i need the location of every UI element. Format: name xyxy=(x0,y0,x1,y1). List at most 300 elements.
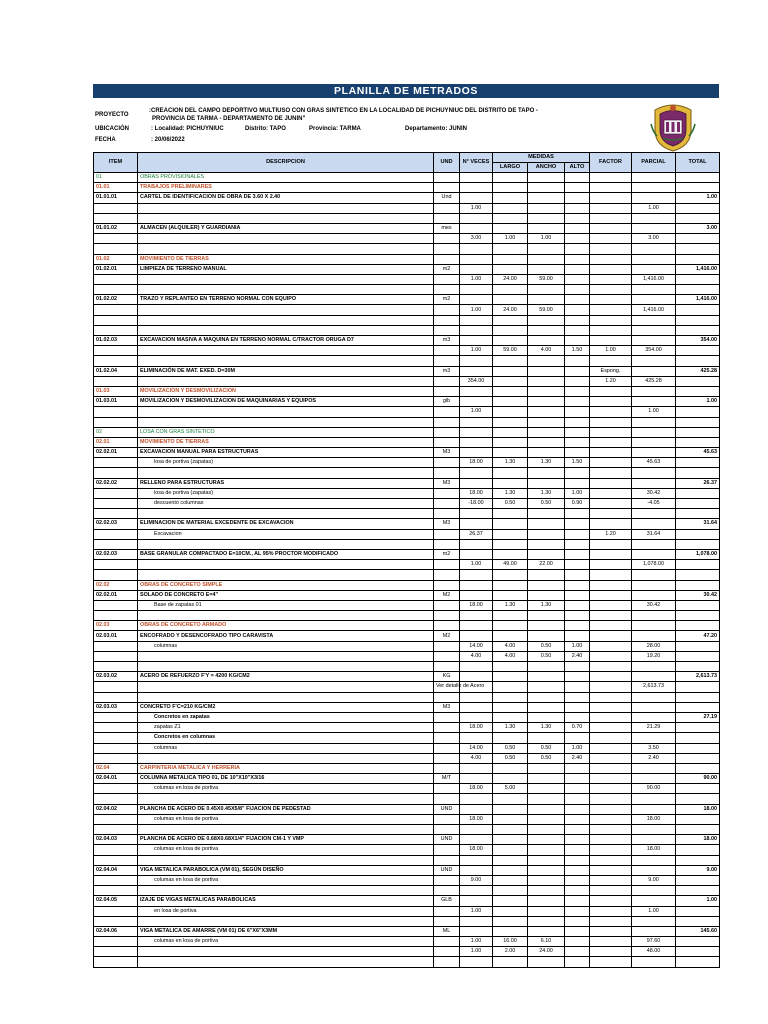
cell-factor xyxy=(590,539,632,549)
cell-ancho xyxy=(528,173,565,183)
cell-factor xyxy=(590,835,632,845)
cell-und: M2 xyxy=(434,631,460,641)
cell-desc xyxy=(138,825,434,835)
cell-desc xyxy=(138,244,434,254)
cell-und: m3 xyxy=(434,366,460,376)
cell-desc xyxy=(138,753,434,763)
table-row xyxy=(94,865,720,875)
cell-factor xyxy=(590,743,632,753)
cell-total xyxy=(676,570,720,580)
cell-alto xyxy=(565,183,590,193)
cell-ancho xyxy=(528,692,565,702)
cell-alto xyxy=(565,906,590,916)
cell-desc: BASE GRANULAR COMPACTADO E=10CM., AL 95% PROCTOR MODIFICADO xyxy=(138,549,434,559)
cell-factor: 1.20 xyxy=(590,529,632,539)
cell-largo xyxy=(493,611,528,621)
cell-nveces xyxy=(460,539,493,549)
cell-desc xyxy=(138,325,434,335)
cell-und xyxy=(434,875,460,885)
cell-total xyxy=(676,417,720,427)
cell-nveces xyxy=(460,763,493,773)
cell-factor xyxy=(590,213,632,223)
table-body xyxy=(94,173,720,968)
cell-largo xyxy=(493,478,528,488)
cell-alto xyxy=(565,916,590,926)
cell-factor xyxy=(590,916,632,926)
cell-largo xyxy=(493,386,528,396)
table-row xyxy=(94,937,720,947)
cell-largo: 1.00 xyxy=(493,234,528,244)
cell-factor xyxy=(590,234,632,244)
cell-und xyxy=(434,234,460,244)
cell-largo xyxy=(493,427,528,437)
col-total: TOTAL xyxy=(676,153,720,173)
cell-ancho xyxy=(528,794,565,804)
cell-total xyxy=(676,468,720,478)
cell-alto xyxy=(565,234,590,244)
cell-nveces: 1.00 xyxy=(460,560,493,570)
cell-total: 1,416.00 xyxy=(676,264,720,274)
cell-alto xyxy=(565,366,590,376)
cell-parcial: 9.00 xyxy=(632,875,676,885)
cell-factor xyxy=(590,468,632,478)
cell-factor xyxy=(590,285,632,295)
cell-nveces: 1.00 xyxy=(460,203,493,213)
cell-nveces xyxy=(460,356,493,366)
cell-factor xyxy=(590,692,632,702)
cell-item xyxy=(94,937,138,947)
cell-alto xyxy=(565,947,590,957)
cell-ancho: 59.00 xyxy=(528,274,565,284)
cell-largo xyxy=(493,285,528,295)
cell-parcial xyxy=(632,549,676,559)
cell-item xyxy=(94,529,138,539)
cell-und xyxy=(434,794,460,804)
cell-und xyxy=(434,254,460,264)
cell-total xyxy=(676,682,720,692)
cell-ancho xyxy=(528,621,565,631)
cell-total xyxy=(676,763,720,773)
cell-und xyxy=(434,886,460,896)
cell-alto: 0.90 xyxy=(565,499,590,509)
cell-largo: 4.00 xyxy=(493,641,528,651)
cell-und xyxy=(434,957,460,967)
cell-ancho xyxy=(528,906,565,916)
table-row xyxy=(94,570,720,580)
cell-ancho xyxy=(528,366,565,376)
table-row xyxy=(94,774,720,784)
cell-parcial xyxy=(632,662,676,672)
cell-und xyxy=(434,947,460,957)
cell-parcial xyxy=(632,774,676,784)
cell-largo xyxy=(493,662,528,672)
table-row xyxy=(94,285,720,295)
col-medidas: MEDIDAS xyxy=(493,153,590,163)
cell-ancho xyxy=(528,529,565,539)
cell-alto xyxy=(565,356,590,366)
cell-parcial xyxy=(632,763,676,773)
cell-total xyxy=(676,539,720,549)
cell-largo xyxy=(493,906,528,916)
cell-largo: 0.50 xyxy=(493,743,528,753)
cell-largo xyxy=(493,509,528,519)
table-row xyxy=(94,712,720,722)
cell-factor xyxy=(590,325,632,335)
col-und: UND xyxy=(434,153,460,173)
table-row xyxy=(94,845,720,855)
provincia: Provincia: TARMA xyxy=(309,126,361,132)
cell-factor xyxy=(590,305,632,315)
cell-factor: Espong. xyxy=(590,366,632,376)
cell-largo xyxy=(493,926,528,936)
cell-largo: 59.00 xyxy=(493,346,528,356)
cell-total xyxy=(676,692,720,702)
cell-parcial xyxy=(632,173,676,183)
cell-ancho xyxy=(528,376,565,386)
cell-ancho: 0.50 xyxy=(528,499,565,509)
cell-und xyxy=(434,325,460,335)
table-row xyxy=(94,580,720,590)
cell-factor xyxy=(590,906,632,916)
cell-largo xyxy=(493,254,528,264)
cell-nveces xyxy=(460,590,493,600)
cell-item xyxy=(94,458,138,468)
cell-nveces xyxy=(460,916,493,926)
cell-factor xyxy=(590,774,632,784)
cell-item xyxy=(94,611,138,621)
cell-ancho xyxy=(528,845,565,855)
cell-total xyxy=(676,244,720,254)
table-row xyxy=(94,173,720,183)
cell-item xyxy=(94,947,138,957)
cell-ancho xyxy=(528,539,565,549)
table-row xyxy=(94,448,720,458)
cell-parcial: -4.05 xyxy=(632,499,676,509)
cell-total xyxy=(676,356,720,366)
cell-desc: CARPINTERIA METALICA Y HERRERIA xyxy=(138,763,434,773)
cell-alto xyxy=(565,875,590,885)
cell-total xyxy=(676,285,720,295)
cell-nveces: 18.00 xyxy=(460,845,493,855)
cell-ancho xyxy=(528,397,565,407)
cell-ancho xyxy=(528,590,565,600)
cell-factor xyxy=(590,407,632,417)
cell-total xyxy=(676,825,720,835)
cell-largo xyxy=(493,590,528,600)
cell-total: 27.19 xyxy=(676,712,720,722)
cell-nveces: 1.00 xyxy=(460,937,493,947)
cell-largo xyxy=(493,549,528,559)
cell-largo xyxy=(493,539,528,549)
cell-item: 01 xyxy=(94,173,138,183)
table-row xyxy=(94,784,720,794)
cell-item: 02.02.03 xyxy=(94,549,138,559)
cell-total xyxy=(676,376,720,386)
table-row xyxy=(94,407,720,417)
cell-alto xyxy=(565,274,590,284)
cell-total: 145.60 xyxy=(676,926,720,936)
cell-und xyxy=(434,274,460,284)
cell-und xyxy=(434,611,460,621)
cell-ancho xyxy=(528,570,565,580)
cell-nveces xyxy=(460,886,493,896)
cell-nveces xyxy=(460,621,493,631)
cell-parcial: 30.42 xyxy=(632,488,676,498)
cell-largo xyxy=(493,916,528,926)
cell-desc: EXCAVACION MASIVA A MAQUINA EN TERRENO NORMAL C/TRACTOR ORUGA D7 xyxy=(138,336,434,346)
cell-ancho xyxy=(528,244,565,254)
cell-ancho: 59.00 xyxy=(528,305,565,315)
cell-desc: Concretos en columnas xyxy=(138,733,434,743)
cell-nveces xyxy=(460,702,493,712)
cell-largo xyxy=(493,244,528,254)
table-row xyxy=(94,631,720,641)
cell-total xyxy=(676,315,720,325)
cell-und xyxy=(434,937,460,947)
table-row xyxy=(94,468,720,478)
cell-total xyxy=(676,947,720,957)
cell-parcial: 31.64 xyxy=(632,529,676,539)
cell-parcial: 97.60 xyxy=(632,937,676,947)
cell-total: 18.00 xyxy=(676,835,720,845)
cell-largo xyxy=(493,804,528,814)
cell-desc: OBRAS DE CONCRETO ARMADO xyxy=(138,621,434,631)
cell-largo xyxy=(493,193,528,203)
cell-total xyxy=(676,886,720,896)
table-row xyxy=(94,560,720,570)
cell-total: 45.63 xyxy=(676,448,720,458)
sheet-title: PLANILLA DE METRADOS xyxy=(93,84,719,98)
cell-factor xyxy=(590,590,632,600)
cell-factor xyxy=(590,763,632,773)
cell-alto xyxy=(565,926,590,936)
cell-parcial: 30.42 xyxy=(632,600,676,610)
cell-largo xyxy=(493,223,528,233)
cell-item xyxy=(94,733,138,743)
cell-largo: 1.30 xyxy=(493,458,528,468)
cell-largo xyxy=(493,794,528,804)
cell-und xyxy=(434,641,460,651)
cell-nveces xyxy=(460,397,493,407)
cell-parcial xyxy=(632,611,676,621)
cell-total xyxy=(676,183,720,193)
cell-und: m2 xyxy=(434,295,460,305)
cell-item: 02.02.01 xyxy=(94,448,138,458)
col-factor: FACTOR xyxy=(590,153,632,173)
cell-ancho xyxy=(528,926,565,936)
cell-alto xyxy=(565,580,590,590)
cell-factor xyxy=(590,488,632,498)
cell-und xyxy=(434,855,460,865)
cell-desc: columas en losa de portiva xyxy=(138,784,434,794)
cell-parcial: 18.00 xyxy=(632,814,676,824)
cell-und xyxy=(434,570,460,580)
cell-total: 18.00 xyxy=(676,804,720,814)
cell-alto xyxy=(565,336,590,346)
cell-und: m3 xyxy=(434,336,460,346)
table-row xyxy=(94,244,720,254)
cell-ancho xyxy=(528,356,565,366)
cell-nveces xyxy=(460,417,493,427)
cell-factor xyxy=(590,274,632,284)
municipal-shield-logo xyxy=(649,102,697,152)
cell-desc xyxy=(138,407,434,417)
cell-factor xyxy=(590,254,632,264)
cell-desc: ELIMINACIÓN DE MAT. EXED. D=30M xyxy=(138,366,434,376)
cell-nveces xyxy=(460,315,493,325)
cell-parcial xyxy=(632,325,676,335)
cell-total xyxy=(676,937,720,947)
cell-ancho xyxy=(528,417,565,427)
cell-und xyxy=(434,662,460,672)
cell-ancho xyxy=(528,875,565,885)
cell-nveces xyxy=(460,193,493,203)
cell-und xyxy=(434,285,460,295)
cell-factor xyxy=(590,295,632,305)
cell-alto xyxy=(565,937,590,947)
cell-total xyxy=(676,203,720,213)
cell-largo: 24.00 xyxy=(493,274,528,284)
cell-ancho xyxy=(528,814,565,824)
table-row xyxy=(94,702,720,712)
cell-alto xyxy=(565,173,590,183)
cell-parcial xyxy=(632,213,676,223)
cell-parcial xyxy=(632,366,676,376)
cell-item: 02.04.06 xyxy=(94,926,138,936)
cell-item xyxy=(94,845,138,855)
cell-alto xyxy=(565,712,590,722)
cell-desc: columnas xyxy=(138,641,434,651)
cell-largo xyxy=(493,336,528,346)
table-row xyxy=(94,193,720,203)
cell-ancho xyxy=(528,203,565,213)
cell-alto xyxy=(565,193,590,203)
cell-nveces xyxy=(460,896,493,906)
metrados-table xyxy=(93,152,720,968)
cell-item xyxy=(94,753,138,763)
cell-alto xyxy=(565,672,590,682)
cell-factor xyxy=(590,814,632,824)
cell-alto xyxy=(565,285,590,295)
cell-ancho xyxy=(528,325,565,335)
cell-total xyxy=(676,702,720,712)
cell-largo xyxy=(493,325,528,335)
cell-ancho xyxy=(528,886,565,896)
cell-parcial xyxy=(632,336,676,346)
cell-ancho: 24.00 xyxy=(528,947,565,957)
cell-factor xyxy=(590,702,632,712)
cell-total xyxy=(676,346,720,356)
cell-desc: MOVIMIENTO DE TIERRAS xyxy=(138,437,434,447)
cell-ancho: 6.10 xyxy=(528,937,565,947)
cell-nveces: 14.00 xyxy=(460,743,493,753)
cell-total: 2,613.73 xyxy=(676,672,720,682)
cell-und xyxy=(434,499,460,509)
cell-und xyxy=(434,173,460,183)
cell-item: 02.03.02 xyxy=(94,672,138,682)
table-row xyxy=(94,611,720,621)
cell-total xyxy=(676,743,720,753)
cell-alto: 1.00 xyxy=(565,488,590,498)
cell-ancho xyxy=(528,916,565,926)
cell-ancho: 1.30 xyxy=(528,458,565,468)
table-row xyxy=(94,509,720,519)
cell-ancho xyxy=(528,712,565,722)
cell-largo xyxy=(493,692,528,702)
cell-und xyxy=(434,651,460,661)
cell-alto xyxy=(565,254,590,264)
table-row xyxy=(94,662,720,672)
cell-item: 01.02.04 xyxy=(94,366,138,376)
cell-und xyxy=(434,692,460,702)
cell-nveces xyxy=(460,631,493,641)
cell-alto xyxy=(565,223,590,233)
cell-nveces xyxy=(460,254,493,264)
cell-item xyxy=(94,814,138,824)
cell-desc: losa de portiva (zapatas) xyxy=(138,488,434,498)
cell-factor xyxy=(590,865,632,875)
cell-desc: ACERO DE REFUERZO F'Y = 4200 KG/CM2 xyxy=(138,672,434,682)
cell-nveces xyxy=(460,865,493,875)
table-row xyxy=(94,886,720,896)
cell-parcial: 354.00 xyxy=(632,346,676,356)
cell-largo xyxy=(493,631,528,641)
table-row xyxy=(94,488,720,498)
cell-ancho xyxy=(528,336,565,346)
cell-total xyxy=(676,845,720,855)
cell-largo: 2.00 xyxy=(493,947,528,957)
cell-nveces: 1.00 xyxy=(460,407,493,417)
cell-desc xyxy=(138,651,434,661)
cell-desc xyxy=(138,417,434,427)
cell-und xyxy=(434,743,460,753)
cell-desc xyxy=(138,356,434,366)
cell-nveces: 3.00 xyxy=(460,234,493,244)
cell-factor xyxy=(590,875,632,885)
cell-factor xyxy=(590,641,632,651)
col-ancho: ANCHO xyxy=(528,163,565,173)
cell-item xyxy=(94,743,138,753)
cell-nveces xyxy=(460,774,493,784)
cell-ancho xyxy=(528,468,565,478)
cell-desc xyxy=(138,662,434,672)
table-row xyxy=(94,814,720,824)
cell-parcial: 48.00 xyxy=(632,947,676,957)
cell-largo xyxy=(493,417,528,427)
cell-largo: 0.50 xyxy=(493,753,528,763)
cell-factor xyxy=(590,315,632,325)
cell-ancho xyxy=(528,549,565,559)
cell-parcial xyxy=(632,356,676,366)
table-row xyxy=(94,753,720,763)
cell-nveces: 18.00 xyxy=(460,814,493,824)
cell-factor xyxy=(590,672,632,682)
cell-item: 01.03 xyxy=(94,386,138,396)
cell-desc: LIMPIEZA DE TERRENO MANUAL xyxy=(138,264,434,274)
cell-ancho xyxy=(528,763,565,773)
cell-factor xyxy=(590,784,632,794)
table-row xyxy=(94,804,720,814)
table-row xyxy=(94,223,720,233)
cell-total: 3.00 xyxy=(676,223,720,233)
cell-desc: EXCAVACION MANUAL PARA ESTRUCTURAS xyxy=(138,448,434,458)
cell-total xyxy=(676,621,720,631)
cell-largo xyxy=(493,407,528,417)
cell-total: 9.00 xyxy=(676,865,720,875)
cell-ancho xyxy=(528,733,565,743)
cell-ancho xyxy=(528,437,565,447)
cell-und: M3 xyxy=(434,702,460,712)
